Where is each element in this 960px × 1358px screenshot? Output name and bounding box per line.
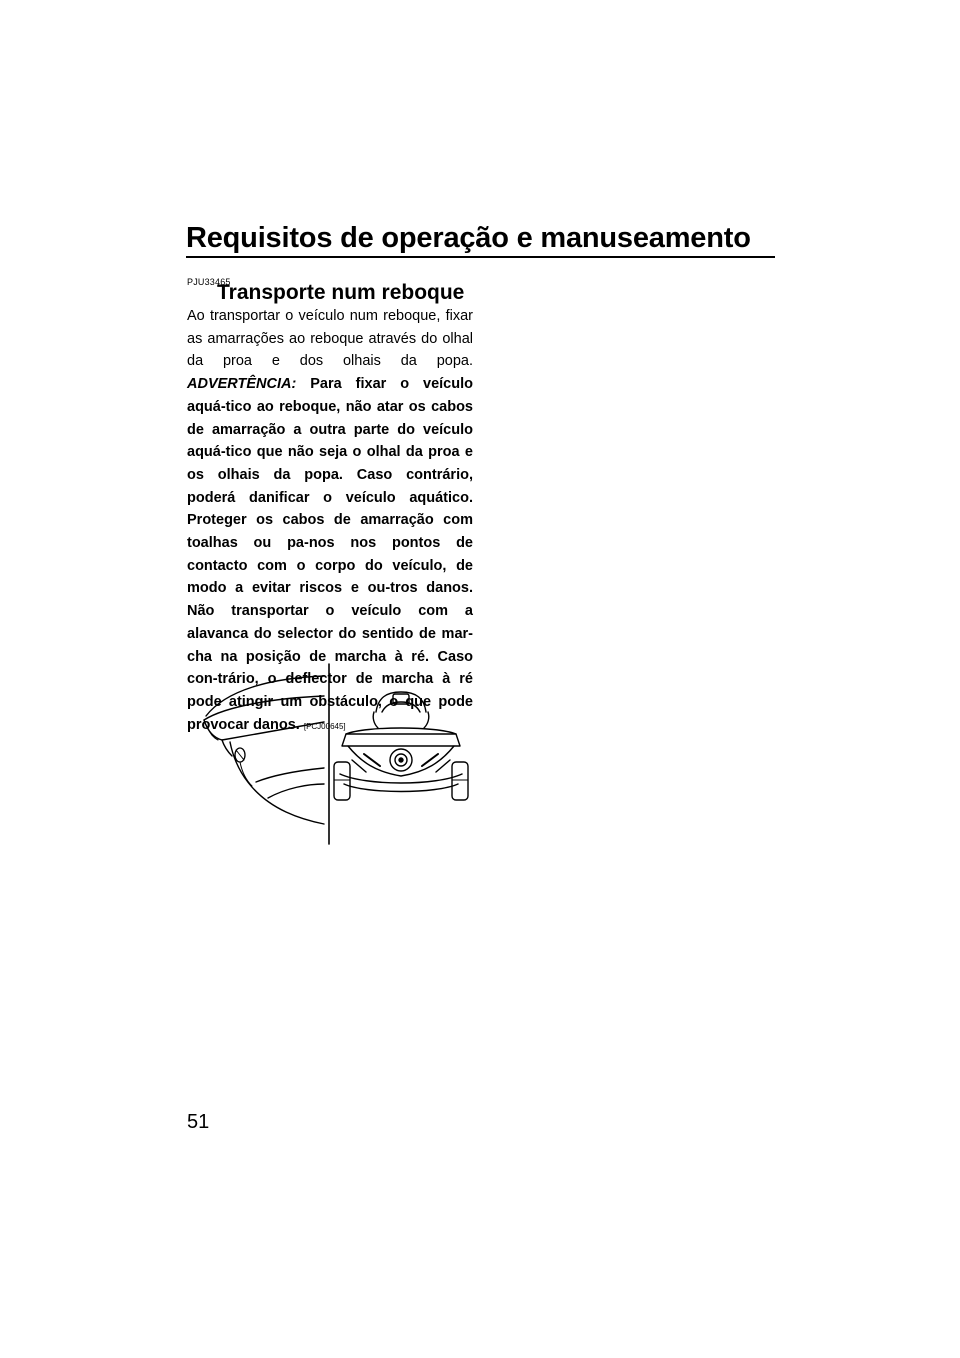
bow-eye-side-view [204, 676, 324, 824]
section-title: Transporte num reboque [217, 281, 465, 304]
warning-text: Para fixar o veículo aquá-tico ao reboque, não atar os cabos de amarração a outra parte do veículo aquá-tico que não seja o olhal da proa e os olhais da popa. Caso contrário, poderá danificar o veículo aquático. Proteger os cabos de amarração com toalhas ou pa-nos nos pontos de contacto com o corpo do veículo, de modo a evitar riscos e ou-tros danos. Não transportar o veículo com a alavanca do selector do sentido de mar-cha na posição de marcha à ré. Caso con-trário, o deflector de marcha à ré pode atingir um obstáculo, o que pode provocar danos. [187, 376, 473, 733]
header-rule [186, 256, 775, 258]
page-number: 51 [187, 1111, 210, 1133]
warning-label: ADVERTÊNCIA: [187, 376, 297, 393]
page-header-title: Requisitos de operação e manuseamento [186, 222, 751, 254]
stern-eyes-rear-view [334, 692, 468, 800]
warning-code: [PCJ00645] [303, 721, 346, 731]
section-code: PJU33465 [187, 277, 231, 287]
trailer-tiedown-illustration [196, 662, 474, 847]
intro-text: Ao transportar o veículo num reboque, fixar as amarrações ao reboque através do olhal da proa e dos olhais da popa. [187, 308, 473, 370]
